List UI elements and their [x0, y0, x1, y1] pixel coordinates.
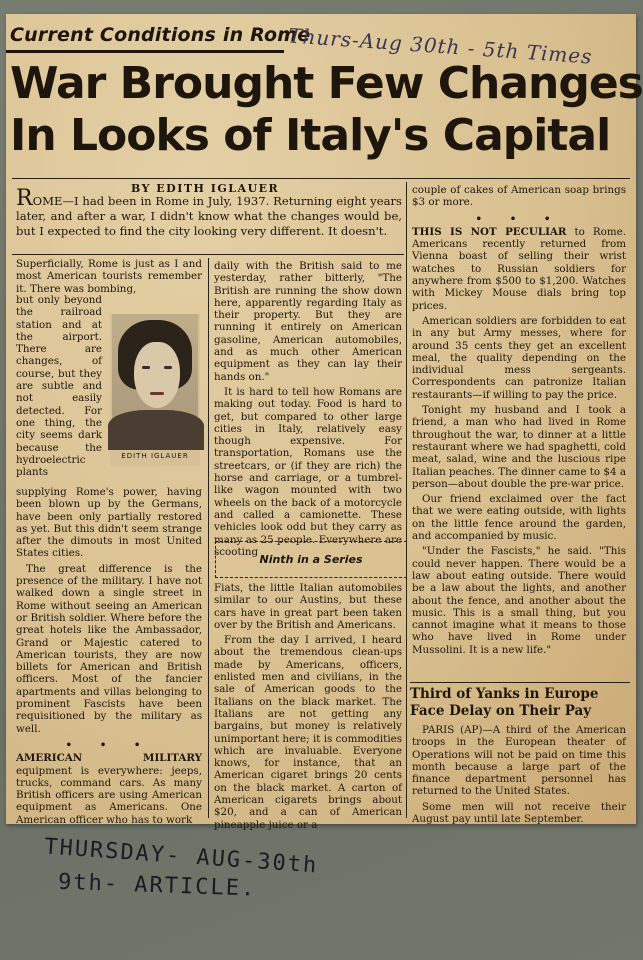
portrait-face: [134, 342, 180, 408]
portrait-eye-left: [142, 366, 150, 369]
article-column-3: [412, 184, 626, 659]
article-column-1-lower: [16, 486, 202, 829]
col3-runin: THIS IS NOT PECULIAR: [412, 225, 567, 238]
headline: [10, 58, 643, 162]
lead-text: OME—I had been in Rome in July, 1937. Returning eight years later, and after a war, I didn't know what the changes would be, but I expected to find the city looking very different. It doesn't.: [16, 194, 402, 238]
col1-para-1-bottom: supplying Rome's power, having been blown up by the Germans, have been only partially restored as yet. But this didn't seem strange after the dimouts in most United States cities.: [16, 486, 202, 560]
series-box: Ninth in a Series: [215, 541, 407, 578]
portrait-mouth: [150, 392, 164, 395]
author-portrait-image: [112, 314, 198, 444]
col3-para-2: [412, 226, 626, 312]
sidebar-para-2: Some men will not receive their August pay until late September.: [412, 800, 626, 826]
kicker-rule: [6, 50, 284, 53]
headline-line-2: In Looks of Italy's Capital: [10, 110, 611, 161]
article-column-1: [16, 258, 202, 298]
col1-para-1-top: Superficially, Rome is just as I and most American tourists remember it. There was bombing,: [16, 258, 202, 295]
sidebar-para-1: PARIS (AP)—A third of the American troops in the European theater of Operations will not be paid on time this month because a large part of the finance department personnel has returned to the United States.: [412, 724, 626, 798]
col3-para-6: "Under the Fascists," he said. "This could never happen. There would be a law about eating outside. There would be a law about the lights, and another about the fence, and another about the music. This is a small thing, but you cannot imagine what it means to those who have lived in Rome under Mussolini. It is a new life.": [412, 545, 626, 656]
handwritten-date-note: Thurs-Aug 30th - 5th Times: [287, 23, 594, 69]
sidebar-story: [412, 724, 626, 828]
column-divider-2: [406, 182, 407, 818]
handwritten-line-2: 9th- ARTICLE.: [57, 869, 257, 902]
author-photo: [110, 314, 200, 466]
article-column-2-lower: [214, 582, 402, 834]
col3-para-1: couple of cakes of American soap brings $3 or more.: [412, 184, 626, 209]
byline: BY EDITH IGLAUER: [131, 182, 280, 195]
newspaper-clipping: [6, 14, 643, 831]
lead-rule: [12, 254, 404, 255]
section-dots: • • •: [475, 212, 563, 225]
portrait-eye-right: [164, 366, 172, 369]
section-dots: • • •: [65, 738, 153, 751]
article-column-1-side: [16, 294, 102, 481]
col1-para-2: The great difference is the presence of the military. I have not walked down a single street in Rome without seeing an American or British soldier. Where before the great hotels like the Ambassador, Grand or Majestic catered to American tourists, they are now billets for American and British officers. Most of the fancier apartments and villas belonging to prominent Fascists have been requisitioned by the military as well.: [16, 562, 202, 735]
column-divider-1: [208, 258, 209, 818]
col1-runin: AMERICAN MILITARY: [16, 752, 202, 765]
handwritten-line-1: THURSDAY- AUG-30th: [43, 834, 319, 879]
col1-para-3: [16, 752, 202, 826]
photo-caption: EDITH IGLAUER: [121, 452, 189, 460]
col2-para-2: It is hard to tell how Romans are making out today. Food is hard to get, but compared to other large cities in Italy, relatively easy though expensive. For transportation, Romans use the streetcars, or (if they are rich) the horse and carriage, or a tumbrel-like wagon mounted with two wheels on the back of a motorcycle and called a camionette. These vehicles look odd but they carry as many as 25 people. Everywhere are scooting: [214, 385, 402, 558]
handwritten-annotation: [43, 834, 319, 902]
col3-para-3: American soldiers are forbidden to eat in any but Army messes, where for around 35 cents they get an excellent meal, the quality depending on the individual mess sergeants. Correspondents can patronize Italian restaurants—if willing to pay the price.: [412, 314, 626, 401]
sidebar-rule: [410, 682, 630, 683]
section-kicker: Current Conditions in Rome: [10, 24, 311, 46]
headline-rule: [12, 178, 630, 179]
headline-line-1: War Brought Few Changes: [10, 58, 643, 109]
col2-para-3: Fiats, the little Italian automobiles similar to our Austins, but these cars have in great part been taken over by the British and Americans.: [214, 582, 402, 631]
col3-para-4: Tonight my husband and I took a friend, a man who had lived in Rome throughout the war, to dinner at a little restaurant where we had spaghetti, cold meat, salad, wine and the luscious ripe Italian peaches. The dinner came to $4 a person—about double the pre-war price.: [412, 404, 626, 490]
col2-para-1: daily with the British said to me yesterday, rather bitterly, "The British are running the show down here, apparently regarding Italy as their property. But they are running it entirely on American gasoline, American automobiles, and as much other American equipment as they can lay their hands on.": [214, 260, 402, 383]
col1-para-1-side: but only beyond the railroad station and at the airport. There are changes, of course, but they are subtle and not easily detected. For one thing, the city seems dark because the hydroelectric plants: [16, 294, 102, 479]
sidebar-headline: Third of Yanks in Europe Face Delay on Their Pay: [410, 686, 599, 719]
portrait-shoulders: [108, 410, 204, 450]
drop-cap: R: [16, 186, 33, 211]
col3-para-5: Our friend exclaimed over the fact that we were eating outside, with lights on the little fence around the garden, and accompanied by music.: [412, 493, 626, 543]
col3-para-2-text: to Rome. Americans recently returned from Vienna boast of selling their wrist watches to Russian soldiers for anywhere from $500 to $1,200. Watches with Mickey Mouse dials bring top prices.: [412, 225, 626, 312]
col1-para-3-text: equipment is everywhere: jeeps, trucks, command cars. As many British officers are using American equipment as Americans. One American officer who has to work: [16, 764, 202, 826]
article-column-2: [214, 260, 402, 561]
col2-para-4: From the day I arrived, I heard about the tremendous clean-ups made by Americans, officers, enlisted men and civilians, in the sale of American goods to the Italians on the black market. The Italians are not getting any bargains, but money is relatively unimportant here; it is commodities which are invaluable. Everyone knows, for instance, that an American cigaret brings 20 cents on the black market. A carton of American cigarets brings about $20, and a can of American pineapple juice or a: [214, 634, 402, 831]
